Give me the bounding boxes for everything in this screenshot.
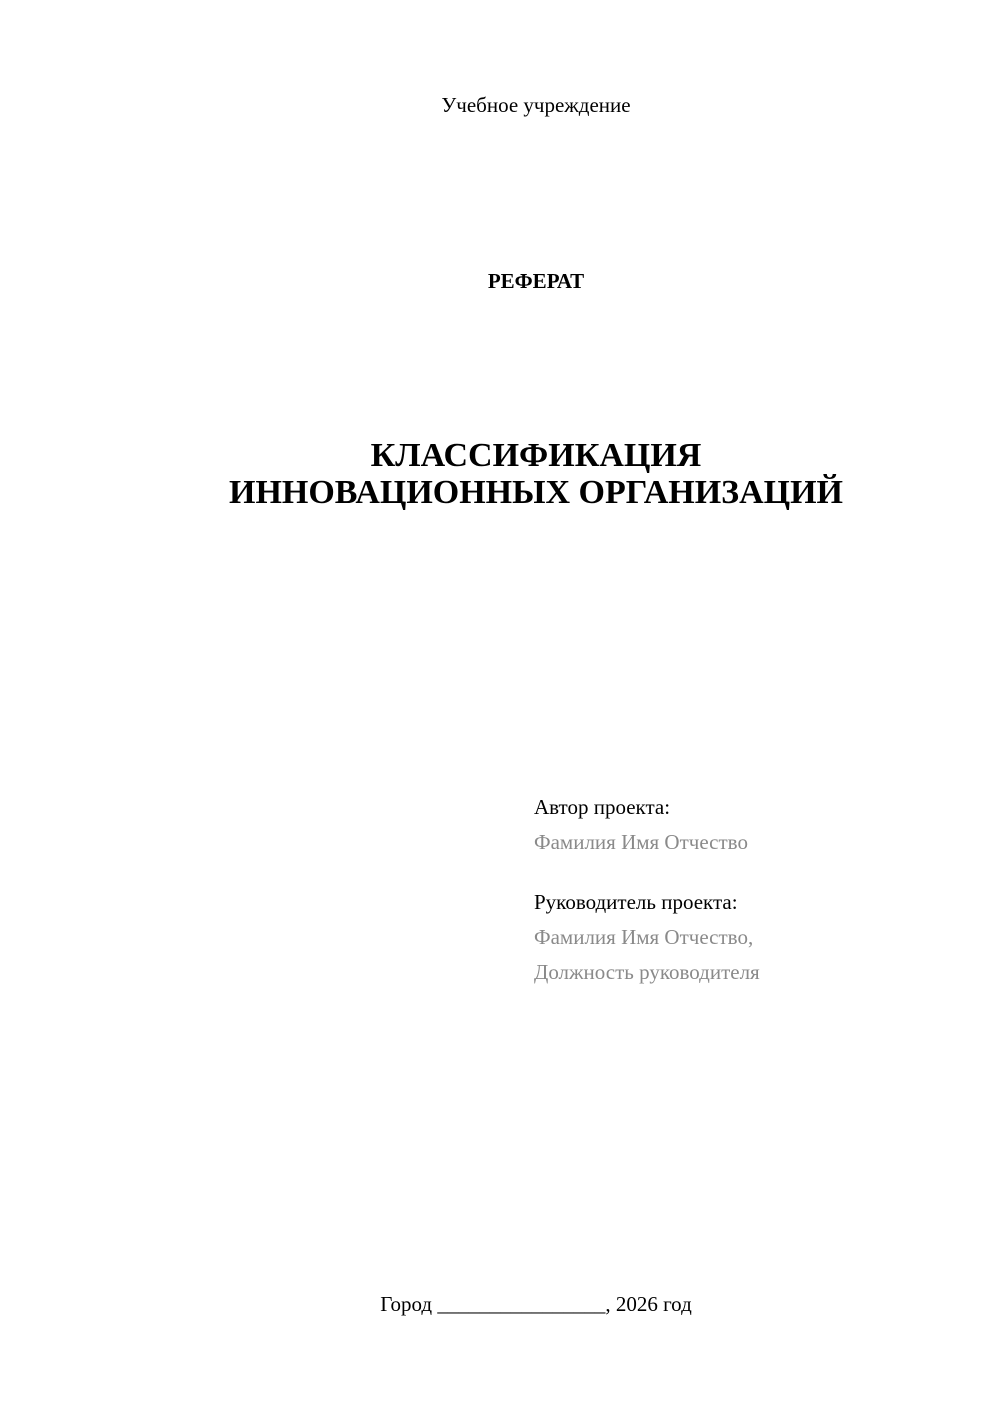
- title-line-2: ИННОВАЦИОННЫХ ОРГАНИЗАЦИЙ: [229, 474, 843, 511]
- city-year-line: Город ________________, 2026 год: [380, 1292, 692, 1316]
- author-label: Автор проекта:: [534, 795, 671, 819]
- credits-block: [534, 790, 974, 990]
- author-name: Фамилия Имя Отчество: [534, 830, 748, 854]
- document-type: РЕФЕРАТ: [487, 269, 585, 293]
- supervisor-position: Должность руководителя: [534, 960, 760, 984]
- institution-name: Учебное учреждение: [441, 93, 631, 117]
- credits-spacer: [534, 860, 974, 885]
- title-line-1: КЛАССИФИКАЦИЯ: [370, 437, 702, 474]
- document-title: [0, 437, 1000, 511]
- supervisor-label: Руководитель проекта:: [534, 890, 738, 914]
- supervisor-name: Фамилия Имя Отчество,: [534, 925, 754, 949]
